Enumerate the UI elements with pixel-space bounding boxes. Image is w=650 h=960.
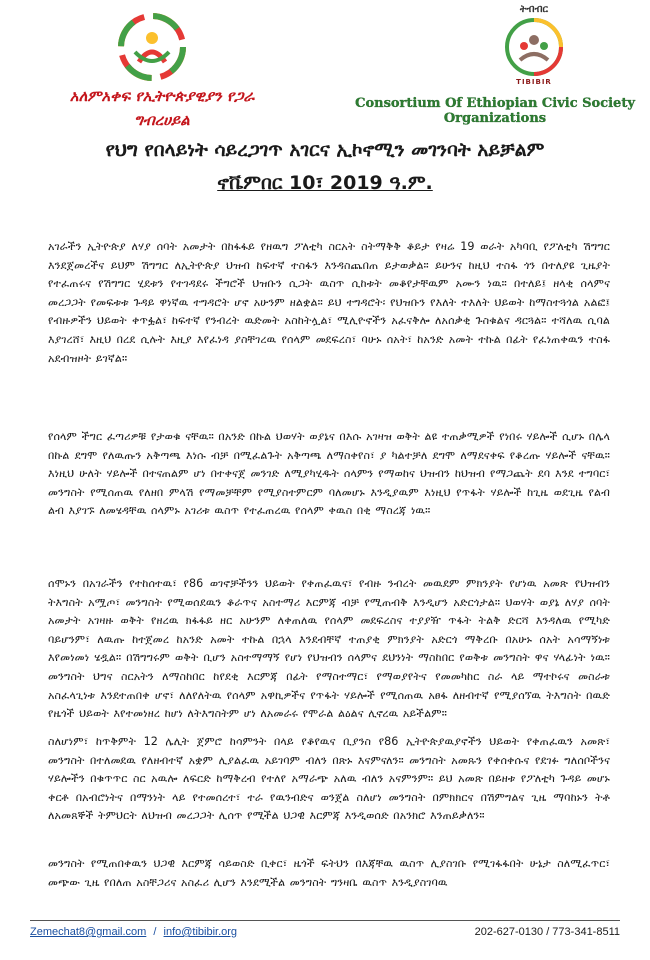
org-name-left: አለምአቀፍ የኢትዮጵያዊያን የጋራ ግብረሀይል bbox=[69, 87, 255, 129]
tibibir-logo-text: ትብብር bbox=[519, 4, 549, 15]
body-paragraph-3: ሰሞኑን በአገራችን የተከሰተዉ፣ የ86 ወገኖቻችንን ህይወት የቀጠፈዉና፣ የብዙ ንብረት መዉደም ምክንያት የሆነዉ አመጽ የህዝብን ትእግስት አሟጦ፣ መንግስት የሚወሰደዉን ቆራጥና አስተማሪ እርምጃ ብቻ የሚጠብቅ እንዲሆን አድርጎታል። ህወሃት ወያኔ ለሃያ ሰባት አመታት አገዛዙ ወቅት የዘረዉ ክፋፋይ ዘር አሁንም ለቀጠለዉ የሰላም መደፍረስና ተያያዥ ጥፋት ትልቅ ድርሻ እንዳለዉ የሚካድ ባይሆንም፣ ለዉጡ ከተጀመረ ከአንድ አመት ተኩል በኋላ እንደብቸኛ ተጠያቂ ምክንያት አድርጎ ማቅረቡ በአሁኑ ሰአት አሳማኝነቱ እየመነመነ ሄዷል። በሽግግሩም ወቅት ቢሆን አስተማማኝ የሆነ የህዝብን ሰላምና ደህንነት ማስከበር የወቅቱ መንግስት ዋና ሃላፊነት ነዉ። መንግስት ህግና ስርአትን ለማስከበር ከየደቂ እርምጃ በፊት የማስተማር፣ የማወያየትና የመመካከር ስራ ላይ ማተኮሩና መስራቱ አስፈላጊነቱ እንደተጠበቀ ሆኖ፣ ለለየለትዉ የሰላም አዋኪዎችና የጥፋት ሃይሎች የሚሰጠዉ አፀፋ ለዘብተኛ የሚያሰኘዉ ትእግስት በዉድ የዜጎች ህይወት እየተመነዘረ ከሆነ ለትእግስትም ሆነ ለአመራሩ የሞራል ልዕልና ሊኖረዉ አይችልም። bbox=[48, 577, 610, 721]
tibibir-emblem-icon bbox=[504, 16, 564, 78]
body-paragraph-5: መንግስት የሚጠበቀዉን ህጋዊ እርምጃ ሳይወስድ ቢቀር፣ ዜጎች ፍትህን በእጃቸዉ ዉስጥ ሊያስገቡ የሚገፋፋበት ሁኔታ ስለሚፈጥር፣ መጭው ጊዜ የበለጠ አስቸጋሪና አስፈሪ ሊሆን እንደሚችል መንግስት ግንዛቤ ዉስጥ እንዲያስገባዉ bbox=[48, 857, 610, 889]
org-name-right: Consortium Of Ethiopian Civic Society Organizations bbox=[355, 96, 635, 126]
email-link-1[interactable]: Zemechat8@gmail.com bbox=[30, 926, 147, 938]
email-link-2[interactable]: info@tibibir.org bbox=[163, 926, 238, 938]
body-paragraph-4: ስለሆነም፣ ከጥቅምት 12 ሌሊት ጀምሮ ከሳምንት በላይ የቆየዉና ቢያንስ የ86 ኢትዮጵያዉያኖችን ህይወት የቀጠፈዉን አመጽ፣ መንግስት በተለመደዉ የለዘብተኛ አቋም ሊያልፈዉ አይገባም ብለን በጽኑ እናምናለን። መንግስት አመጹን የቀሰቀሱና የደገፉ ግለሰቦችንና ሃይሎችን በቁጥጥር ስር አዉሎ ለፍርድ ከማቅረብ የተለየ አማራጭ አለዉ ብለን አናምንም። ይህ አመጽ በይዘቱ የፖለቲካ ጉዳይ መሆኑ ቀርቶ በአብሮነትና በማንነት ላይ የተመሰረተ፣ ተራ የዉንብድና ወንጀል ስለሆነ መንግስት በምክክርና በሽምግልና ጊዜ ማባከኑን ትቶ ለአመጸኞች ትምህርት ለህዝብ መረጋጋት ሊሰጥ የሚችል ህጋዊ እርምጃ እንዲወሰድ በአንክሮ እንጠይቃለን። bbox=[48, 735, 610, 823]
tibibir-logo bbox=[498, 4, 570, 92]
body-paragraph-2: የሰላም ችግር ፈጣሪዎቹ የታወቁ ናቸዉ። በአንድ በኩል ህወሃት ወያኔና በእሱ አገዛዝ ወቅት ልዩ ተጠቃሚዎች የነበሩ ሃይሎች ሲሆኑ በሌላ በኩል ደግሞ የለዉጡን አቅጣጫ እነሱ ብቻ በሚፈልጉት አቅጣጫ ለማስቀየስ፣ ያ ካልተቻለ ደግሞ ለማደናቀፍ የቆረጡ ሃይሎች ናቸዉ። እነዚህ ሁለት ሃይሎች በተናጠልም ሆነ በተቀናጀ መንገድ ለሚያካሂዱት ሰላምን የማወከና ህዝብን ከህዝብ የማጋጨት ደባ እንደ ተግባር፣ መንግስት የሚሰጠዉ የለዘበ ምላሽ የማመቻቸም የሚያስተምርም ባለመሆኑ እንዲያዉም እነዚህ የጥፋት ሃይሎች ከጊዜ ወደጊዜ የልብ ልብ እያገኙ ለመሄዳቸዉ ሰላምኑ አገሪቱ ዉስጥ የተፈጠረዉ የሰላም ቀዉስ በቂ ማስረጃ ነዉ። bbox=[48, 430, 610, 518]
footer bbox=[30, 926, 620, 946]
document-date: ኖቬምበር 10፣ 2019 ዓ.ም. bbox=[217, 172, 433, 194]
footer-phone: 202-627-0130 / 773-341-8511 bbox=[474, 926, 620, 938]
letterhead bbox=[0, 0, 650, 130]
footer-separator: / bbox=[153, 926, 157, 938]
global-alliance-logo-icon bbox=[117, 12, 187, 82]
body-paragraph-1: አገራችን ኢትዮጵያ ለሃያ ሰባት አመታት በከፋፋይ የዘዉግ ፖለቲካ ስርአት ስትማቅቅ ቆይታ የዛሬ 19 ወራት አካባቢ የፖለቲካ ሽግግር እንደጀመረችና ይህም ሽግግር ለኢትዮጵያ ህዝብ ከፍተኛ ተስፋን እንዳስጨበጠ ይታወቃል። ይሁንና ከዚህ ተስፋ ጎን በተለያዩ ጊዜያት የተፈጠሩና የሽግግር ሂደቱን የተገዳደሩ ችግሮች ህዝቡን ሲጋት ዉስጥ ሲከቱት መቆየታቸዉም አሙን ነዉ። በተለይ፤ ዘላቂ ሰላምና መረጋጋት የመፍቱቱ ጉዳይ ዋነኛዉ ተግዳሮት ሆኖ አሁንም ዘልቋል። ይህ ተግዳሮት፡ የህዝቡን የእለት ተእለት ህይወት ከማስተጓጎል አልፎ፤ የብዙዎችን ህይወት ቀጥፏል፣ ከፍተኛ የንብረት ዉድመት አስከትሏል፣ ሚሊዮኖችን አፈናቅሎ ለአሰቃቂ ጉስቁልና ዳርጓል። ተሻለዉ ሲባል እያገረሸ፣ እዚህ በረደ ሲሉት እዚያ እየፈነዳ ያስቸገረዉ የሰላም መደፍረስ፣ ባሁኑ ሰአት፣ ከአንድ አመት ተኩል በፊት የፈነጠቀዉን ተስፋ አደብዝዞት ይገኛል። bbox=[48, 240, 610, 365]
tibibir-logo-latin: TIBIBIR bbox=[516, 78, 552, 86]
footer-divider bbox=[30, 920, 620, 921]
document-title: የህግ የበላይነት ሳይረጋገጥ አገርና ኢኮኖሚን መገንባት አይቻልም bbox=[105, 139, 545, 161]
